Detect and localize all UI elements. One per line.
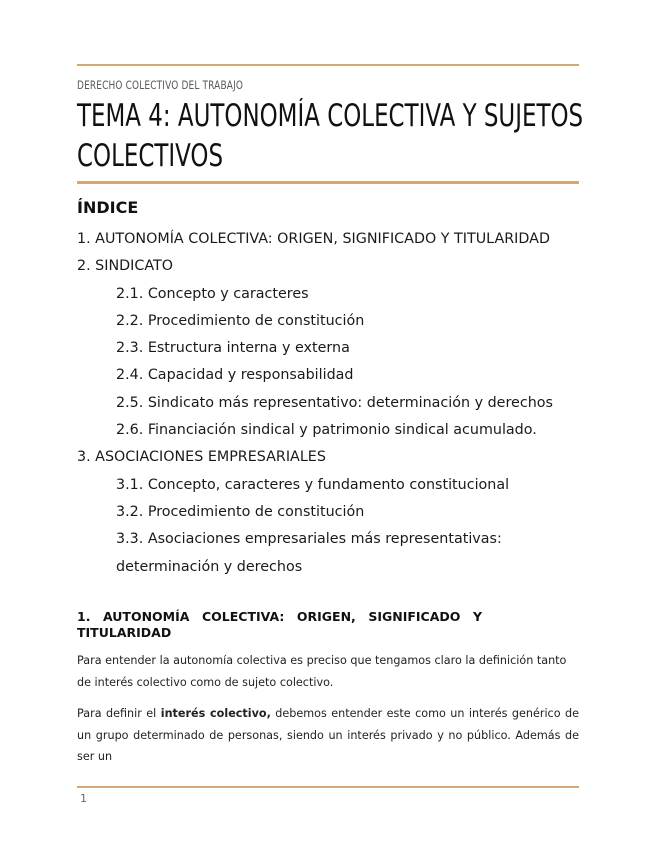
toc-subitem: 2.4. Capacidad y responsabilidad (116, 367, 354, 384)
toc-subitem: 2.5. Sindicato más representativo: determinación y derechos (116, 394, 553, 411)
toc-subitem: 3.3. Asociaciones empresariales más representativas: determinación y derechos (116, 531, 502, 575)
toc-heading: ÍNDICE (77, 198, 139, 217)
top-divider (77, 64, 579, 66)
toc-subitem: 2.1. Concepto y caracteres (116, 285, 309, 302)
toc-item: 2. SINDICATO (77, 258, 174, 275)
toc-subitem: 3.2. Procedimiento de constitución (116, 503, 365, 520)
paragraph-text: debemos entender este como un interés genérico de un grupo determinado de personas, siendo un interés privado y no público. Además de ser un (77, 707, 579, 763)
toc-subitem: 2.2. Procedimiento de constitución (116, 312, 365, 329)
page-title: TEMA 4: AUTONOMÍA COLECTIVA Y SUJETOS COLECTIVOS (77, 98, 584, 174)
paragraph-text: Para definir el (77, 707, 161, 720)
toc-subitem: 3.1. Concepto, caracteres y fundamento constitucional (116, 476, 510, 493)
page-number: 1 (80, 792, 87, 805)
bold-term: interés colectivo, (160, 707, 271, 720)
footer-divider (77, 786, 579, 788)
paragraph-intro: Para entender la autonomía colectiva es preciso que tengamos claro la definición tanto de interés colectivo como de sujeto colectivo. (77, 654, 567, 689)
toc-subitem: 2.6. Financiación sindical y patrimonio sindical acumulado. (116, 422, 537, 439)
section-heading: 1. AUTONOMÍA COLECTIVA: ORIGEN, SIGNIFICADO Y TITULARIDAD (77, 609, 482, 640)
course-label: DERECHO COLECTIVO DEL TRABAJO (77, 78, 244, 92)
title-divider (77, 181, 579, 184)
toc-item: 3. ASOCIACIONES EMPRESARIALES (77, 449, 326, 466)
table-of-contents (77, 226, 597, 581)
paragraph-interes-colectivo (77, 703, 579, 768)
toc-item: 1. AUTONOMÍA COLECTIVA: ORIGEN, SIGNIFICADO Y TITULARIDAD (77, 231, 550, 247)
toc-subitem: 2.3. Estructura interna y externa (116, 340, 350, 357)
